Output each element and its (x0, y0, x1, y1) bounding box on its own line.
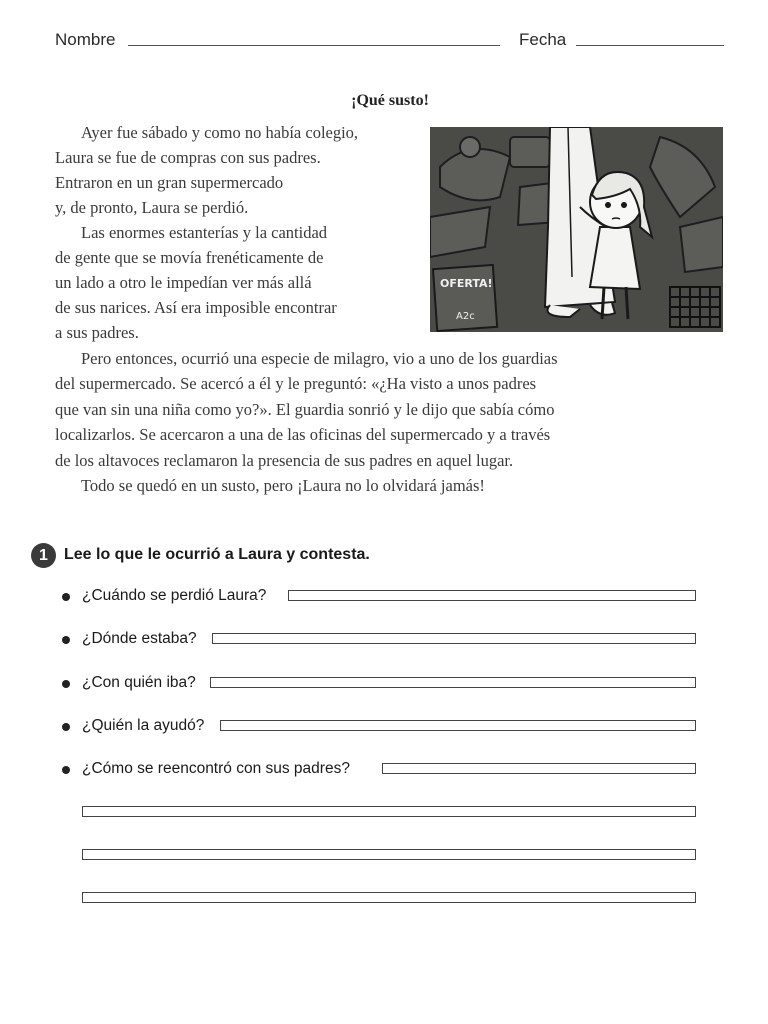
story-line: un lado a otro le impedían ver más allá (55, 273, 312, 292)
answer-field-when[interactable] (288, 590, 696, 601)
story-line: localizarlos. Se acercaron a una de las oficinas del supermercado y a través (55, 425, 551, 444)
price-tag-text: A2c (456, 311, 475, 322)
answer-field-where[interactable] (212, 633, 696, 644)
question-label: ¿Cómo se reencontró con sus padres? (82, 760, 350, 777)
story-line: Las enormes estanterías y la cantidad (81, 223, 328, 242)
story-line: Ayer fue sábado y como no había colegio, (81, 123, 359, 142)
exercise-instruction: Lee lo que le ocurrió a Laura y contesta. (64, 546, 370, 563)
story-line: Pero entonces, ocurrió una especie de milagro, vio a uno de los guardias (81, 349, 558, 368)
answer-line-extra[interactable] (82, 849, 696, 860)
name-label: Nombre (55, 30, 116, 49)
date-label: Fecha (519, 30, 567, 49)
name-field[interactable] (128, 45, 500, 46)
question-label: ¿Cuándo se perdió Laura? (82, 587, 267, 604)
story-line: de sus narices. Así era imposible encontrar (55, 298, 337, 317)
answer-field-how-reunited[interactable] (382, 763, 696, 774)
bullet-icon (62, 766, 70, 774)
question-label: ¿Con quién iba? (82, 674, 196, 691)
header (55, 30, 725, 52)
bullet-icon (62, 680, 70, 688)
bullet-icon (62, 593, 70, 601)
story-line: de gente que se movía frenéticamente de (55, 248, 324, 267)
story-line: que van sin una niña como yo?». El guardia sonrió y le dijo que sabía cómo (55, 400, 555, 419)
answer-line-extra[interactable] (82, 892, 696, 903)
story-illustration (430, 127, 723, 332)
story-line: de los altavoces reclamaron la presencia de sus padres en aquel lugar. (55, 451, 514, 470)
offer-sign-text: OFERTA! (440, 277, 493, 290)
date-field[interactable] (576, 45, 724, 46)
question-label: ¿Dónde estaba? (82, 630, 197, 647)
answer-line-extra[interactable] (82, 806, 696, 817)
story-line: a sus padres. (55, 323, 139, 342)
story-line: y, de pronto, Laura se perdió. (55, 198, 249, 217)
girl-lost-illustration (430, 127, 723, 332)
question-label: ¿Quién la ayudó? (82, 717, 205, 734)
bullet-icon (62, 723, 70, 731)
story-line: del supermercado. Se acercó a él y le preguntó: «¿Ha visto a unos padres (55, 374, 537, 393)
story-line: Todo se quedó en un susto, pero ¡Laura no lo olvidará jamás! (81, 476, 485, 495)
answer-field-who-helped[interactable] (220, 720, 696, 731)
answer-field-with-whom[interactable] (210, 677, 696, 688)
story-line: Entraron en un gran supermercado (55, 173, 284, 192)
bullet-icon (62, 636, 70, 644)
story-line: Laura se fue de compras con sus padres. (55, 148, 321, 167)
exercise-number-badge: 1 (31, 543, 56, 568)
story-title: ¡Qué susto! (351, 92, 429, 109)
